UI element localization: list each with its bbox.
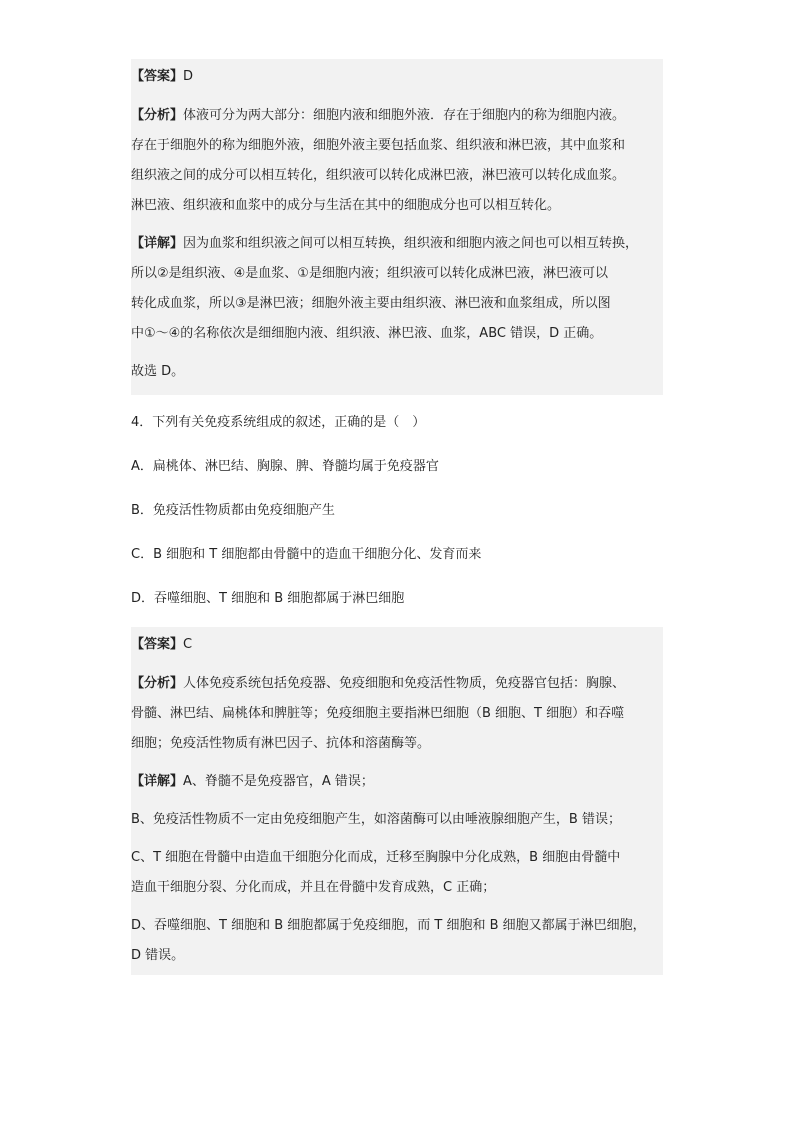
q3-detail-line: 所以②是组织液、④是血浆、①是细胞内液；组织液可以转化成淋巴液，淋巴液可以 [131, 266, 608, 281]
answer-tag: 【答案】 [131, 69, 184, 84]
q4-analysis-line: 骨髓、淋巴结、扁桃体和脾脏等；免疫细胞主要指淋巴细胞（B 细胞、T 细胞）和吞噬 [131, 706, 625, 721]
q4-stem: 4．下列有关免疫系统组成的叙述，正确的是（ ） [131, 415, 426, 430]
q3-explanation-block [131, 59, 663, 395]
q3-analysis-line: 【分析】体液可分为两大部分：细胞内液和细胞外液．存在于细胞内的称为细胞内液。 [131, 108, 626, 123]
q3-detail-line: 转化成血浆，所以③是淋巴液；细胞外液主要由组织液、淋巴液和血浆组成，所以图 [131, 296, 611, 311]
q4-detail-a: 【详解】A、脊髓不是免疫器官，A 错误； [131, 774, 374, 789]
q4-detail-c-line: C、T 细胞在骨髓中由造血干细胞分化而成，迁移至胸腺中分化成熟，B 细胞由骨髓中 [131, 850, 621, 865]
q4-option-c: C．B 细胞和 T 细胞都由骨髓中的造血干细胞分化、发育而来 [131, 547, 482, 562]
q3-analysis-line: 存在于细胞外的称为细胞外液，细胞外液主要包括血浆、组织液和淋巴液，其中血浆和 [131, 138, 626, 153]
analysis-tag: 【分析】 [131, 676, 184, 691]
q3-conclusion: 故选 D。 [131, 364, 185, 379]
q3-detail-line: 中①～④的名称依次是细细胞内液、组织液、淋巴液、血浆，ABC 错误，D 正确。 [131, 326, 603, 341]
q4-question [131, 395, 663, 621]
q3-detail-line: 【详解】因为血浆和组织液之间可以相互转换，组织液和细胞内液之间也可以相互转换， [131, 236, 639, 251]
q3-analysis-line: 淋巴液、组织液和血浆中的成分与生活在其中的细胞成分也可以相互转化。 [131, 198, 561, 213]
q4-option-a: A．扁桃体、淋巴结、胸腺、脾、脊髓均属于免疫器官 [131, 459, 439, 474]
q4-option-d: D．吞噬细胞、T 细胞和 B 细胞都属于淋巴细胞 [131, 591, 405, 606]
detail-tag: 【详解】 [131, 236, 184, 251]
q4-detail-b: B、免疫活性物质不一定由免疫细胞产生，如溶菌酶可以由唾液腺细胞产生，B 错误； [131, 812, 621, 827]
detail-tag: 【详解】 [131, 774, 184, 789]
q4-analysis-line: 细胞；免疫活性物质有淋巴因子、抗体和溶菌酶等。 [131, 736, 431, 751]
q3-answer [131, 61, 663, 93]
q4-answer [131, 629, 663, 661]
answer-value: C [183, 637, 193, 652]
q3-analysis-line: 组织液之间的成分可以相互转化，组织液可以转化成淋巴液，淋巴液可以转化成血浆。 [131, 168, 626, 183]
q4-option-b: B．免疫活性物质都由免疫细胞产生 [131, 503, 335, 518]
answer-value: D [183, 69, 194, 84]
q4-detail-d-line: D、吞噬细胞、T 细胞和 B 细胞都属于免疫细胞，而 T 细胞和 B 细胞又都属于淋巴细胞， [131, 918, 646, 933]
analysis-tag: 【分析】 [131, 108, 184, 123]
answer-tag: 【答案】 [131, 637, 184, 652]
q4-explanation-block [131, 627, 663, 975]
q4-detail-d-line: D 错误。 [131, 948, 185, 963]
q4-analysis-line: 【分析】人体免疫系统包括免疫器、免疫细胞和免疫活性物质，免疫器官包括：胸腺、 [131, 676, 626, 691]
document-page [131, 59, 663, 975]
q4-detail-c-line: 造血干细胞分裂、分化而成，并且在骨髓中发育成熟，C 正确； [131, 880, 496, 895]
